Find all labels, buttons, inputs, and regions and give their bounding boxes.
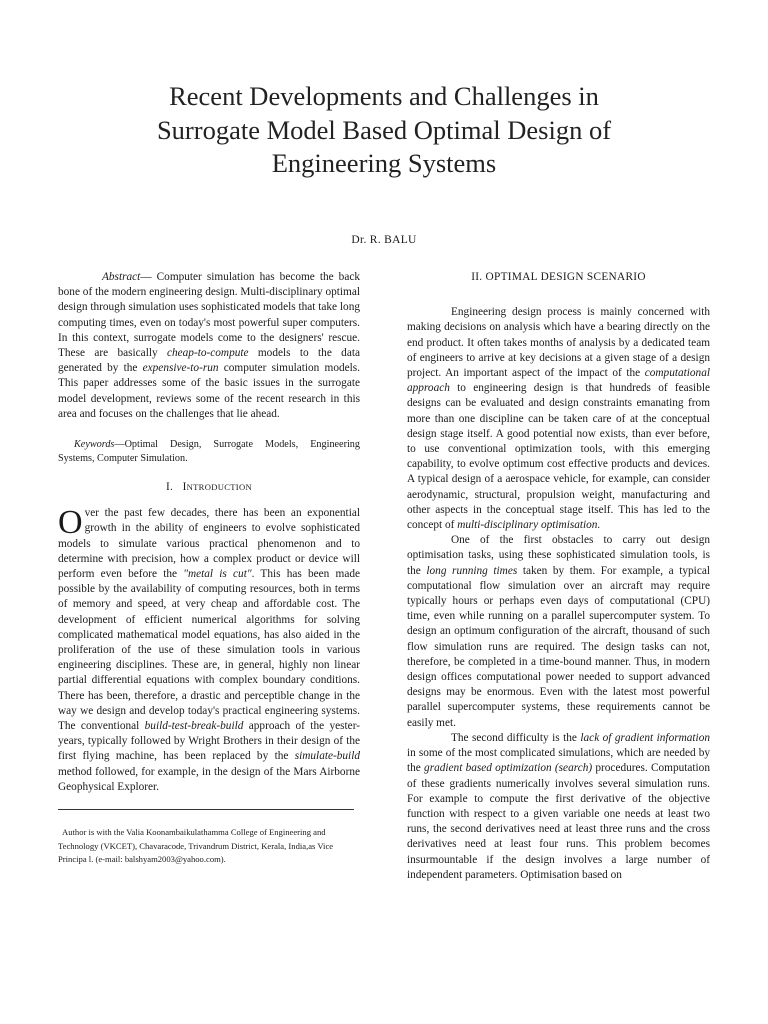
title-line: Recent Developments and Challenges in (169, 81, 599, 111)
keywords-label: Keywords (74, 439, 115, 451)
left-column (58, 270, 360, 867)
footnote: Author is with the Valia Koonambaikulathamma College of Engineering and Technology (VKCET), Chavaracode, Trivandrum District, Kerala, India,as Vice Principa l. (e-mail: balshyam2003@yahoo.com). (58, 827, 334, 865)
footnote-rule (58, 809, 354, 810)
title-line: Engineering Systems (271, 148, 497, 178)
paragraph: One of the first obstacles to carry out design optimisation tasks, using these sophisticated simulation tools, is the long running times taken by them. For example, a typical computational flow simulation over an aircraft may require typically hours or perhaps even days of computational (CPU) time, even while running on a parallel supercomputer system. To design an optimum configuration of the aircraft, thousand of such flow simulation runs are required. The design tasks can not, therefore, be completed in a time-bound manner. Thus, in modern design offices computational power needed to support advanced designs may be enormous. Even with the latest most powerful parallel supercomputer systems, these requirements cannot be easily met. (407, 534, 710, 729)
paragraph: Engineering design process is mainly concerned with making decisions on analysis which have a bearing directly on the end product. It often takes months of analysis by a dedicated team of engineers to arrive at key decisions at a given stage of a design project. An important aspect of the impact of the computational approach to engineering design is that hundreds of feasible designs can be evaluated and design constraints emanating from more than one discipline can be taken care of at the conceptual design stage itself. A good potential now exists, than ever before, to use conventional optimization tools, with this emerging capability, to evolve optimum cost effective products and devices. A typical design of a aerospace vehicle, for example, can consider aerodynamic, structural, propulsion weight, manufacturing and other aspects in the conceptual stage itself. This has led to the concept of multi-disciplinary optimisation. (407, 306, 710, 532)
right-column (407, 270, 710, 883)
author: Dr. R. BALU (351, 234, 417, 246)
title-line: Surrogate Model Based Optimal Design of (156, 114, 612, 145)
drop-cap: O (58, 504, 83, 542)
introduction-body: Over the past few decades, there has been an exponential growth in the ability of engineers to evolve sophisticated models to simulate various practical phenomenon and to determine with precision, how a complex product or device will perform even before the "metal is cut". This has been made possible by the availability of computing resources, both in terms of memory and speed, at very cheap and affordable cost. The development of efficient numerical algorithms for solving complicated mathematical model equations, has also aided in the proliferation of the use of these simulation tools in various engineering disciplines. These are, in general, highly non linear partial differential equations with complex boundary conditions. There has been, therefore, a drastic and perceptible change in the way we design and develop today's practical engineering systems. The conventional build-test-break-build approach of the yester-years, typically followed by Wright Brothers in their design of the first flying machine, has been replaced by the simulate-build method followed, for example, in the design of the Mars Airborne Geophysical Explorer. (58, 504, 360, 793)
keywords: Keywords—Optimal Design, Surrogate Models, Engineering Systems, Computer Simulation. (58, 439, 360, 465)
abstract: Abstract— Computer simulation has become the back bone of the modern engineering design. Multi-disciplinary optimal design through simulation uses sophisticated models that take long computing times, even on today's most powerful super computers. In this context, surrogate models come to the designers' rescue. These are basically cheap-to-compute models to the data generated by the expensive-to-run computer simulation models. This paper addresses some of the basic issues in the surrogate model development, reviews some of the recent research in this area and focuses on the challenges that lie ahead. (58, 271, 361, 420)
paragraph: The second difficulty is the lack of gradient information in some of the most complicated simulations, which are needed by the gradient based optimization (search) procedures. Computation of these gradients numerically involves several simulation runs. For example to compute the first derivative of the objective function with respect to a given variable one needs at least two runs, the second derivatives need at least three runs and the cross derivatives need at least four runs. This problem becomes insurmountable if the design involves a large number of independent parameters. Optimisation based on (407, 731, 710, 881)
section-heading-optimal-design: II. OPTIMAL DESIGN SCENARIO (471, 271, 646, 283)
abstract-label: Abstract (102, 271, 141, 283)
paper-title (0, 80, 768, 181)
section-heading-introduction: I. INTRODUCTION (166, 481, 252, 494)
